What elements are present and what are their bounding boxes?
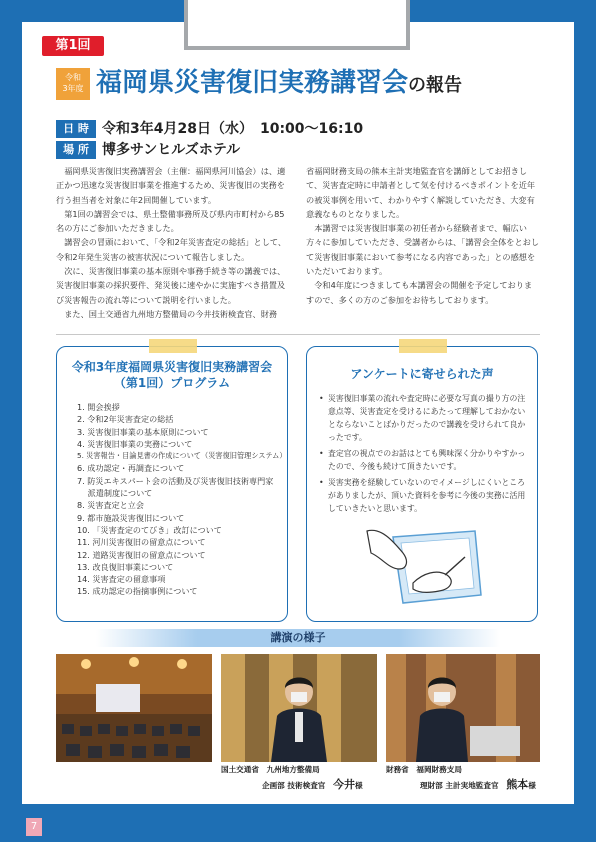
list-item: 9. 都市施設災害復旧について: [77, 512, 185, 523]
caption-right-org: 財務省 福岡財務支局: [386, 765, 462, 774]
paragraph: 講習会の冒頭において、「令和2年災害査定の総括」として、令和2年発生災害の被害状況について報告しました。: [56, 237, 287, 262]
venue-value: 博多サンヒルズホテル: [102, 142, 241, 158]
tape-decoration: [149, 339, 197, 353]
lecture-hall-photo: [56, 654, 212, 762]
page-number: 7: [26, 818, 42, 836]
program-box: [56, 346, 288, 622]
list-item: 派遣制度について: [77, 488, 153, 499]
page-title: 福岡県災害復旧実務講習会の報告: [96, 68, 463, 98]
divider: [56, 334, 540, 335]
list-item: 5. 災害報告・目論見書の作成について（災害復旧管理システム）: [77, 451, 287, 461]
list-item: 4. 災害復旧事業の実務について: [77, 438, 193, 449]
list-item: 1. 開会挨拶: [77, 402, 120, 412]
paragraph: 次に、災害復旧事業の基本原則や事務手続き等の講義では、災害復旧事業の採択要件、発災後に速やかに実施すべき措置及び災害報告の流れ等について説明を行いました。: [56, 266, 286, 305]
date-value: 令和3年4月28日（水） 10:00〜16:10: [102, 121, 364, 137]
paragraph: また、国土交通省九州地方整備局の今井技術検査官、財務: [56, 308, 278, 319]
caption-left-speaker: 企画部 技術検査官 今井様: [262, 778, 363, 791]
date-row: [56, 118, 363, 138]
list-item: 10. 「災害査定のてびき」改訂について: [77, 524, 222, 535]
body-right-column: [306, 164, 539, 307]
speaker-kumamoto-photo: [386, 654, 540, 762]
caption-left-org: 国土交通省 九州地方整備局: [221, 765, 320, 774]
list-item: • 災害実務を経験していないのでイメージしにくいところがありましたが、頂いた資料を参考に今後の実務に活用していきたいと思います。: [319, 476, 527, 515]
paragraph: 令和4年度につきましても本講習会の開催を予定しておりますので、多くの方のご参加をお待ちしております。: [306, 280, 533, 305]
program-list: [77, 401, 287, 598]
survey-title: アンケートに寄せられた声: [350, 367, 494, 381]
writing-hand-illustration: [363, 523, 483, 607]
list-item: 3. 災害復旧事業の基本原則について: [77, 426, 209, 437]
era-badge: 令和 3年度: [56, 68, 90, 100]
survey-box: [306, 346, 538, 622]
venue-label: 場 所: [56, 141, 96, 159]
list-item: 2. 令和2年災害査定の総括: [77, 414, 174, 425]
list-item: 7. 防災エキスパート会の活動及び災害復旧技術専門家: [77, 475, 274, 486]
list-item: 14. 災害査定の留意事項: [77, 574, 166, 585]
survey-list: [319, 392, 527, 515]
list-item: 8. 災害査定と立会: [77, 500, 144, 511]
list-item: 6. 成功認定・再調査について: [77, 463, 185, 474]
body-left-column: [56, 164, 289, 321]
caption-right-speaker: 理財部 主計実地監査官 熊本様: [420, 778, 536, 791]
list-item: • 査定官の視点でのお話はとても興味深く分かりやすかったので、今後も続けて頂きたいです。: [319, 447, 527, 473]
list-item: 12. 道路災害復旧の留意点について: [77, 549, 206, 560]
section-banner: 講演の様子: [96, 629, 500, 647]
program-title: 令和3年度福岡県災害復旧実務講習会 （第1回）プログラム: [71, 360, 273, 390]
list-item: 11. 河川災害復旧の留意点について: [77, 537, 206, 548]
paragraph: 福岡県災害復旧実務講習会（主催：福岡県河川協会）は、適正かつ迅速な災害復旧事業を推進するため、災害復旧の実務を行う担当者を対象に年2回開催しています。: [56, 166, 286, 205]
paragraph: 第1回の講習会では、県土整備事務所及び県内市町村から85名の方にご参加いただきました。: [56, 208, 285, 234]
session-badge: 第1回: [42, 36, 104, 56]
list-item: 13. 改良復旧事業について: [77, 561, 174, 572]
list-item: • 災害復旧事業の流れや査定時に必要な写真の撮り方の注意点等、災害査定を受けるにあたって理解しておかないとならないことばかりだったので講義を受けられて良かったです。: [319, 392, 527, 444]
speaker-imai-photo: [221, 654, 377, 762]
tape-decoration: [399, 339, 447, 353]
paragraph: 省福岡財務支局の熊本主計実地監査官を講師としてお招きして、災害査定時に申請者として気を付けるべきポイントを近年の被災事例を用いて、わかりやすく解説していただき、大変有意義なものとなりました。: [306, 166, 536, 219]
venue-row: [56, 139, 240, 159]
list-item: 15. 成功認定の指摘事例について: [77, 586, 198, 597]
paragraph: 本講習では災害復旧事業の初任者から経験者まで、幅広い方々に参加していただき、受講者からは、「講習会全体をとおして災害復旧事業において参考になる内容であった」との感想をいただいております。: [306, 223, 540, 277]
binder-clip: [184, 0, 410, 50]
date-label: 日 時: [56, 120, 96, 138]
